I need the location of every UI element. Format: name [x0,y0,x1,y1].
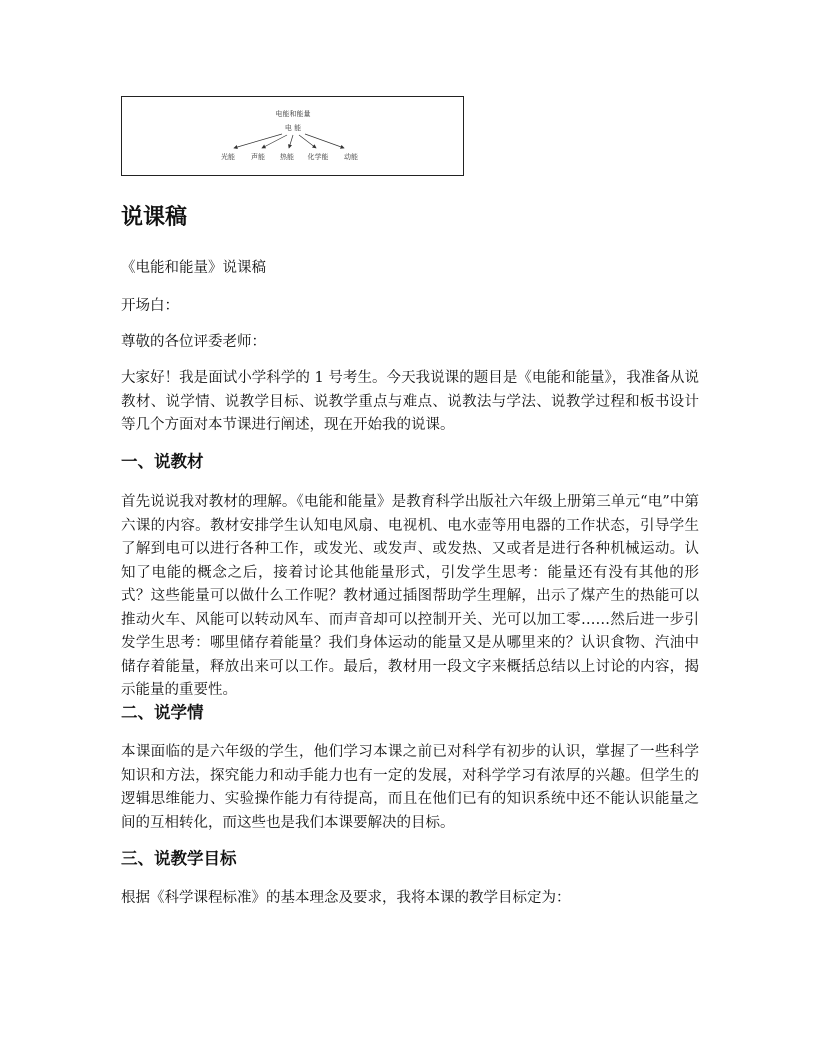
lesson-topic: 《电能和能量》说课稿 [121,260,266,276]
arrow-kinetic [305,134,344,148]
arrow-sound [262,135,287,148]
board-title: 电能和能量 [275,110,311,118]
section-heading-students: 二、说学情 [121,703,204,722]
section-body-textbook: 首先说说我对教材的理解。《电能和能量》是教育科学出版社六年级上册第三单元“电”中第六课的内容。教材安排学生认知电风扇、电视机、电水壶等用电器的工作状态，引导学生了解到电可以进行各种工作，或发光、或发声、或发热、又或者是进行各种机械运动。认知了电能的概念之后，接着讨论其他能量形式，引发学生思考：能量还有没有其他的形式？这些能量可以做什么工作呢？教材通过插图帮助学生理解，出示了煤产生的热能可以推动火车、风能可以转动风车、而声音却可以控制开关、光可以加工零……然后进一步引发学生思考：哪里储存着能量？我们身体运动的能量又是从哪里来的？认识食物、汽油中储存着能量，释放出来可以工作。最后，教材用一段文字来概括总结以上讨论的内容，揭示能量的重要性。 [121,494,699,698]
branch-sound: 声能 [251,153,265,161]
section-body-students: 本课面临的是六年级的学生，他们学习本课之前已对科学有初步的认识，掌握了一些科学知识和方法，探究能力和动手能力也有一定的发展，对科学学习有浓厚的兴趣。但学生的逻辑思维能力、实验操作能力有待提高，而且在他们已有的知识系统中还不能认识能量之间的互相转化，而这些也是我们本课要解决的目标。 [121,744,699,831]
board-center-label: 电 能 [284,124,302,132]
arrow-heat [289,135,293,148]
page-title: 说课稿 [121,205,188,230]
section-heading-objectives: 三、说教学目标 [121,849,237,868]
energy-branch-diagram [122,97,465,177]
intro-speech: 大家好！我是面试小学科学的 1 号考生。今天我说课的题目是《电能和能量》，我准备从说教材、说学情、说教学目标、说教学重点与难点、说教法与学法、说教学过程和板书设计等几个方面对本节课进行阐述，现在开始我的说课。 [121,370,699,433]
branch-kinetic: 动能 [344,153,358,161]
branch-chemical: 化学能 [307,153,329,161]
greeting-text: 尊敬的各位评委老师： [121,334,266,350]
opening-label: 开场白： [121,298,179,314]
blackboard-diagram [121,96,464,176]
section-heading-textbook: 一、说教材 [121,452,204,471]
branch-light: 光能 [221,153,235,161]
branch-heat: 热能 [280,153,294,161]
section-body-objectives: 根据《科学课程标准》的基本理念及要求，我将本课的教学目标定为： [121,890,571,906]
